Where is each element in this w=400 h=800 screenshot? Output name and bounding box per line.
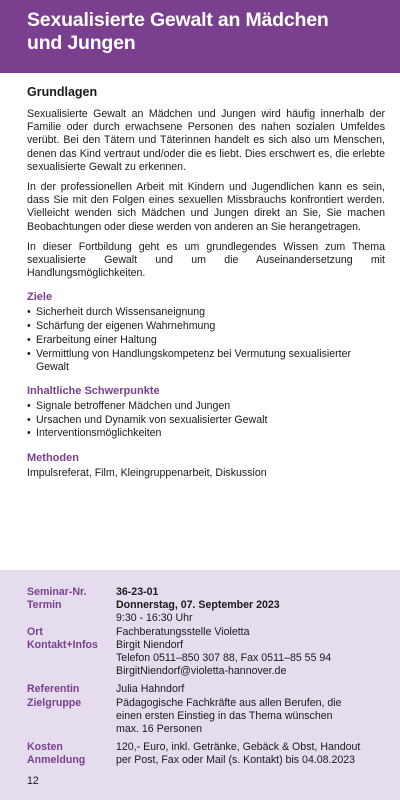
grundlagen-heading: Grundlagen (27, 85, 98, 99)
grundlagen-paragraph-2: In der professionellen Arbeit mit Kindern und Jugendlichen kann es sein, dass Sie mit den Folgen eines sexuellen Missbrauchs konfrontiert werden. Vielleicht wenden sich Mädchen und Jungen direkt an Sie, Sie machen Beobachtungen oder diese werden von anderen an Sie herangetragen. (27, 181, 385, 233)
seminar-row (27, 586, 390, 599)
ort-value: Fachberatungsstelle Violetta (116, 625, 250, 638)
zielgruppe-row (27, 697, 390, 737)
seminar-label: Seminar-Nr. (27, 586, 87, 598)
page-header (0, 0, 400, 73)
anmeldung-label: Anmeldung (27, 754, 86, 767)
kontakt-phone: Telefon 0511–850 307 88, Fax 0511–85 55 94 (116, 652, 332, 665)
kontakt-row (27, 639, 390, 679)
methoden-heading: Methoden (27, 451, 79, 464)
anmeldung-row (27, 754, 390, 767)
zielgruppe-line-2: einen ersten Einstieg in das Thema wünschen (116, 709, 333, 722)
zielgruppe-label: Zielgruppe (27, 696, 82, 709)
title-line-1: Sexualisierte Gewalt an Mädchen (27, 9, 329, 31)
kosten-row (27, 741, 390, 754)
referentin-value: Julia Hahndorf (116, 683, 185, 696)
list-item: • Sicherheit durch Wissensaneignung (27, 306, 385, 319)
ziele-list (27, 306, 385, 374)
schwerpunkte-heading: Inhaltliche Schwerpunkte (27, 384, 160, 397)
zielgruppe-line-1: Pädagogische Fachkräfte aus allen Berufen, die (116, 696, 342, 709)
referentin-row (27, 683, 390, 696)
termin-label: Termin (27, 599, 62, 612)
list-item: • Schärfung der eigenen Wahrnehmung (27, 320, 385, 333)
schwerpunkte-list (27, 400, 385, 441)
page-title (27, 9, 390, 55)
zielgruppe-line-3: max. 16 Personen (116, 723, 202, 736)
ort-row (27, 626, 390, 639)
list-item: • Ursachen und Dynamik von sexualisierter Gewalt (27, 414, 385, 427)
list-item: • Vermittlung von Handlungskompetenz bei Vermutung sexualisierter Gewalt (27, 348, 385, 374)
kontakt-name: Birgit Niendorf (116, 638, 184, 651)
kontakt-label: Kontakt+Infos (27, 638, 98, 651)
termin-time: 9:30 - 16:30 Uhr (116, 612, 193, 625)
list-item: • Signale betroffener Mädchen und Jungen (27, 400, 385, 413)
kosten-label: Kosten (27, 741, 63, 754)
termin-date: Donnerstag, 07. September 2023 (116, 599, 280, 612)
kosten-value: 120,- Euro, inkl. Getränke, Gebäck & Obst, Handout (116, 741, 361, 754)
seminar-number: 36-23-01 (116, 586, 159, 598)
main-content (27, 85, 385, 480)
ort-label: Ort (27, 625, 43, 638)
kontakt-email: BirgitNiendorf@violetta-hannover.de (116, 665, 287, 678)
grundlagen-paragraph-1: Sexualisierte Gewalt an Mädchen und Jungen wird häufig innerhalb der Familie oder durch erwachsene Personen des nahen sozialen Umfeldes verübt. Bei den Tätern und Täterinnen handelt es sich also um Menschen, denen das Kind vertraut und/oder die es liebt. Dies erschwert es, die erlebte sexualisierte Gewalt zu erkennen. (27, 108, 385, 173)
referentin-label: Referentin (27, 683, 80, 696)
ziele-heading: Ziele (27, 291, 53, 304)
title-line-2: und Jungen (27, 32, 136, 54)
termin-row (27, 599, 390, 625)
grundlagen-paragraph-3: In dieser Fortbildung geht es um grundlegendes Wissen zum Thema sexualisierte Gewalt und um die Auseinandersetzung mit Handlungsmöglichkeiten. (27, 240, 385, 280)
list-item: • Erarbeitung einer Haltung (27, 334, 385, 347)
methoden-text: Impulsreferat, Film, Kleingruppenarbeit, Diskussion (27, 466, 267, 479)
page-number: 12 (27, 775, 39, 787)
list-item: • Interventionsmöglichkeiten (27, 427, 385, 440)
anmeldung-value: per Post, Fax oder Mail (s. Kontakt) bis 04.08.2023 (116, 754, 356, 767)
seminar-info-box (0, 570, 400, 800)
